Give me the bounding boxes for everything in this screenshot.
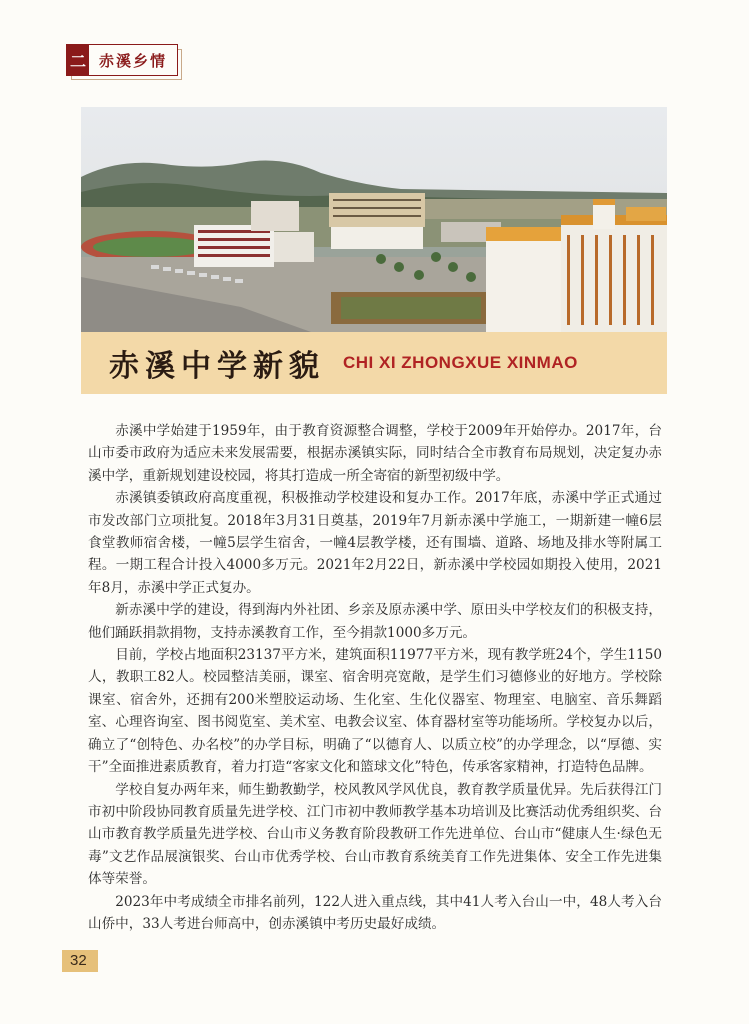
article-title-en: CHI XI ZHONGXUE XINMAO bbox=[343, 353, 578, 372]
page-number-text: 32 bbox=[70, 952, 87, 969]
paragraph: 新赤溪中学的建设，得到海内外社团、乡亲及原赤溪中学、原田头中学校友们的积极支持，他们踊跃捐款捐物，支持赤溪教育工作，至今捐款1000多万元。 bbox=[88, 602, 662, 641]
paragraph: 目前，学校占地面积23137平方米，建筑面积11977平方米，现有教学班24个，学生1150人，教职工82人。校园整洁美丽，课室、宿舍明亮宽敞，是学生们习德修业的好地方。学校除课室、宿舍外，还拥有200米塑胶运动场、生化室、生化仪器室、物理室、电脑室、音乐舞蹈室、心理咨询室、图书阅览室、美术室、电教会议室、体育器材室等功能场所。学校复办以后，确立了“创特色、办名校”的办学目标，明确了“以德育人、以质立校”的办学理念，以“厚德、实干”全面推进素质教育，着力打造“客家文化和篮球文化”特色，传承客家精神，打造特色品牌。 bbox=[88, 647, 662, 776]
campus-aerial-photo bbox=[81, 107, 667, 332]
article-body bbox=[88, 420, 662, 935]
section-tab bbox=[66, 44, 178, 76]
page-number bbox=[62, 950, 102, 974]
paragraph: 赤溪中学始建于1959年，由于教育资源整合调整，学校于2009年开始停办。2017年，台山市委市政府为适应未来发展需要，根据赤溪镇实际，同时结合全市教育布局规划，决定复办赤溪中学，重新规划建设校园，将其打造成一所全寄宿的新型初级中学。 bbox=[88, 423, 662, 484]
section-number: 二 bbox=[67, 45, 89, 75]
paragraph: 2023年中考成绩全市排名前列，122人进入重点线，其中41人考入台山一中，48人考入台山侨中，33人考进台师高中，创赤溪镇中考历史最好成绩。 bbox=[88, 893, 662, 932]
paragraph: 赤溪镇委镇政府高度重视，积极推动学校建设和复办工作。2017年底，赤溪中学正式通过市发改部门立项批复。2018年3月31日奠基，2019年7月新赤溪中学施工，一期新建一幢6层食堂教师宿舍楼，一幢5层学生宿舍，一幢4层教学楼，还有围墙、道路、场地及排水等附属工程。一期工程合计投入4000多万元。2021年2月22日，新赤溪中学校园如期投入使用，2021年8月，赤溪中学正式复办。 bbox=[88, 490, 662, 596]
article-title-cn: 赤溪中学新貌 bbox=[109, 349, 325, 384]
campus-photo-illustration bbox=[81, 107, 667, 332]
section-label: 赤溪乡情 bbox=[98, 51, 167, 70]
paragraph: 学校自复办两年来，师生勤教勤学，校风教风学风优良，教育教学质量优异。先后获得江门市初中阶段协同教育质量先进学校、江门市初中教师教学基本功培训及比赛活动优秀组织奖、台山市教育教学质量先进学校、台山市义务教育阶段教研工作先进单位、台山市“健康人生·绿色无毒”文艺作品展演银奖、台山市优秀学校、台山市教育系统美育工作先进集体、安全工作先进集体等荣誉。 bbox=[88, 781, 662, 888]
article-title-banner bbox=[81, 332, 667, 394]
